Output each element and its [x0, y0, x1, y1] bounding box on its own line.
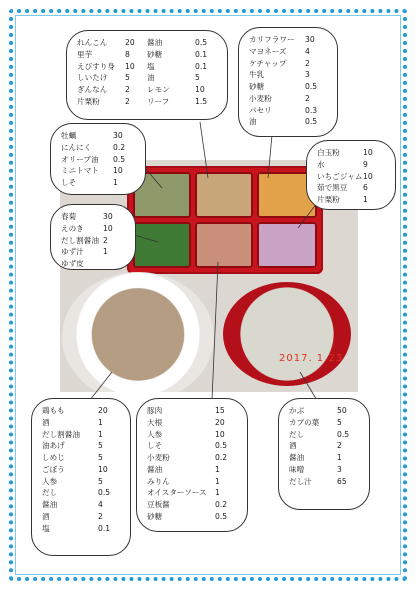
ingredient-name: にんにく [61, 142, 92, 152]
ingredient-qty: 10 [215, 429, 225, 439]
ingredient-row [61, 165, 135, 177]
ingredient-qty: 8 [125, 49, 130, 59]
ingredient-row [147, 37, 217, 49]
ingredient-qty: 1.5 [195, 96, 208, 106]
ingredient-qty: 1 [215, 476, 220, 486]
ingredient-row [61, 142, 135, 154]
ingredient-qty: 1 [215, 488, 220, 498]
ingredient-name: 茹で黒豆 [317, 183, 348, 193]
ingredient-row [147, 464, 237, 476]
ingredient-row [61, 177, 135, 189]
ingredient-row [77, 61, 147, 73]
ingredient-row [147, 84, 217, 96]
ingredient-qty: 10 [363, 171, 373, 181]
ingredient-name: 酒 [289, 441, 297, 451]
ingredient-qty: 0.2 [215, 500, 228, 510]
ingredient-name: 牡蠣 [61, 131, 77, 140]
ingredient-qty: 6 [363, 183, 368, 193]
ingredient-qty: 3 [337, 464, 342, 474]
ingredient-name: 豆板醤 [147, 500, 170, 510]
ingredient-qty: 5 [98, 453, 103, 463]
ingredient-name: ごぼう [42, 464, 65, 474]
ingredient-qty: 2 [125, 96, 130, 106]
ingredient-row [61, 154, 135, 166]
ingredient-row [147, 476, 237, 488]
ingredient-name: カリフラワー [249, 35, 295, 44]
ingredient-qty: 0.5 [195, 38, 208, 47]
ingredient-name: 油 [249, 117, 257, 127]
ingredient-name: みりん [147, 476, 170, 486]
ingredient-row [249, 69, 327, 81]
ingredient-name: だし [42, 488, 58, 498]
bubble-shungiku [50, 204, 136, 270]
ingredient-row [289, 440, 359, 452]
ingredient-name: いちごジャム [317, 171, 363, 181]
ingredient-row [249, 46, 327, 58]
ingredient-name: リーフ [147, 96, 170, 106]
ingredient-row [42, 499, 120, 511]
ingredient-name: 酒 [42, 511, 50, 521]
ingredient-qty: 0.5 [113, 154, 126, 164]
ingredient-row [317, 171, 385, 183]
ingredient-qty: 65 [337, 476, 347, 486]
ingredient-row [42, 440, 120, 452]
ingredient-row [42, 523, 120, 535]
leader-line-pork [212, 262, 218, 400]
ingredient-name: パセリ [249, 105, 272, 115]
ingredient-qty: 1 [103, 247, 108, 257]
ingredient-name: 小麦粉 [147, 453, 170, 463]
ingredient-row [61, 211, 125, 223]
ingredient-row [147, 417, 237, 429]
ingredient-name: だし割醤油 [61, 235, 99, 245]
ingredient-qty: 10 [113, 166, 123, 176]
ingredient-qty: 9 [363, 159, 368, 169]
ingredient-row [77, 72, 147, 84]
bubble-cauliflower [238, 27, 338, 137]
ingredient-name: 白玉粉 [317, 148, 340, 157]
ingredient-row [42, 429, 120, 441]
ingredient-qty: 5 [337, 417, 342, 427]
ingredient-row [147, 49, 217, 61]
ingredient-qty: 30 [103, 212, 113, 221]
ingredient-row [289, 464, 359, 476]
ingredient-name: かぶ [289, 406, 305, 415]
ingredient-row [61, 223, 125, 235]
ingredient-name: だし汁 [289, 476, 312, 486]
ingredient-qty [103, 258, 125, 270]
ingredient-row [317, 147, 385, 159]
ingredient-row [42, 476, 120, 488]
ingredient-name: マヨネーズ [249, 46, 287, 56]
ingredient-name: 砂糖 [249, 82, 265, 92]
ingredient-qty: 20 [98, 406, 108, 415]
ingredient-row [61, 258, 125, 270]
ingredient-name: 醤油 [147, 464, 163, 474]
ingredient-qty: 2 [337, 441, 342, 451]
ingredient-row [317, 159, 385, 171]
ingredient-row [317, 194, 385, 206]
ingredient-qty: 0.1 [195, 61, 208, 71]
ingredient-name: 油 [147, 73, 155, 83]
leader-line-rice [90, 372, 112, 400]
ingredient-name: しいたけ [77, 73, 108, 83]
bubble-takikomi-rice [31, 398, 131, 556]
ingredient-qty: 15 [215, 406, 225, 415]
ingredient-qty: 10 [103, 223, 113, 233]
ingredient-row [249, 58, 327, 70]
ingredient-name: ケチャップ [249, 58, 287, 68]
ingredient-row [77, 37, 147, 49]
ingredient-name: 片栗粉 [317, 195, 340, 205]
ingredient-name: 大根 [147, 417, 163, 427]
ingredient-name: 春菊 [61, 212, 77, 221]
ingredient-name: 油あげ [42, 441, 65, 451]
ingredient-row [289, 429, 359, 441]
ingredient-name: 醤油 [147, 38, 163, 47]
leader-line-top-right [268, 135, 272, 178]
ingredient-name: 砂糖 [147, 511, 163, 521]
ingredient-qty: 20 [125, 38, 135, 47]
ingredient-name: えのき [61, 223, 84, 233]
ingredient-name: 醤油 [42, 500, 58, 510]
ingredient-name: しめじ [42, 453, 65, 463]
ingredient-row [249, 116, 327, 128]
ingredient-qty: 0.5 [215, 441, 228, 451]
ingredient-qty: 2 [98, 511, 103, 521]
ingredient-name: 豚肉 [147, 406, 163, 415]
ingredient-row [147, 72, 217, 84]
ingredient-row [317, 182, 385, 194]
ingredient-row [289, 417, 359, 429]
bubble-pork-daikon [136, 398, 248, 532]
ingredient-qty: 0.5 [337, 429, 350, 439]
ingredient-qty: 2 [125, 85, 130, 95]
ingredient-row [289, 476, 359, 488]
ingredient-row [42, 452, 120, 464]
ingredient-name: しそ [61, 178, 77, 188]
ingredient-row [249, 105, 327, 117]
bubble-kabu-miso-soup [278, 398, 370, 510]
ingredient-row [147, 499, 237, 511]
bubble-dango [306, 140, 396, 210]
ingredient-qty: 4 [98, 500, 103, 510]
ingredient-row [147, 511, 237, 523]
ingredient-qty: 1 [215, 464, 220, 474]
ingredient-row [77, 96, 147, 108]
ingredient-row [61, 246, 125, 258]
ingredient-qty: 0.5 [215, 511, 228, 521]
ingredient-qty: 0.5 [305, 82, 318, 92]
ingredient-qty: 0.5 [305, 117, 318, 127]
ingredient-row [42, 417, 120, 429]
ingredient-name: オイスターソース [147, 488, 207, 498]
ingredient-name: ミニトマト [61, 166, 99, 176]
ingredient-row [289, 405, 359, 417]
ingredient-qty: 5 [98, 441, 103, 451]
ingredient-row [289, 452, 359, 464]
ingredient-qty: 30 [305, 35, 315, 44]
ingredient-qty: 0.1 [195, 49, 208, 59]
ingredient-row [147, 61, 217, 73]
ingredient-name: 醤油 [289, 453, 305, 463]
ingredient-qty: 5 [98, 476, 103, 486]
bubble-lotus-dumpling [66, 30, 228, 120]
ingredient-qty: 2 [103, 235, 108, 245]
ingredient-name: だし [289, 429, 305, 439]
ingredient-name: 砂糖 [147, 49, 163, 59]
ingredient-name: ゆず汁 [61, 247, 84, 257]
ingredient-qty: 0.3 [305, 105, 318, 115]
ingredient-qty: 30 [113, 131, 123, 140]
ingredient-qty: 4 [305, 46, 310, 56]
ingredient-row [147, 487, 237, 499]
ingredient-name: 里芋 [77, 49, 93, 59]
ingredient-row [61, 235, 125, 247]
ingredient-name: カブの葉 [289, 417, 320, 427]
ingredient-qty: 0.5 [98, 488, 111, 498]
ingredient-row [249, 34, 327, 46]
ingredient-qty: 10 [195, 85, 205, 95]
leader-line-top-center [200, 122, 208, 178]
ingredient-qty: 2 [305, 93, 310, 103]
ingredient-row [147, 96, 217, 108]
ingredient-name: れんこん [77, 38, 108, 47]
ingredient-name: オリーブ油 [61, 154, 99, 164]
ingredient-qty: 10 [363, 148, 373, 157]
ingredient-row [77, 84, 147, 96]
ingredient-name: 水 [317, 159, 325, 169]
ingredient-qty: 1 [363, 195, 368, 205]
ingredient-qty: 5 [125, 73, 130, 83]
ingredient-row [42, 405, 120, 417]
ingredient-name: 人参 [147, 429, 163, 439]
ingredient-name: 味噌 [289, 464, 305, 474]
ingredient-name: しそ [147, 441, 163, 451]
ingredient-row [42, 464, 120, 476]
ingredient-name: 人参 [42, 476, 58, 486]
ingredient-name: 小麦粉 [249, 93, 272, 103]
ingredient-row [147, 405, 237, 417]
ingredient-qty: 1 [98, 429, 103, 439]
ingredient-name: 牛乳 [249, 70, 265, 80]
ingredient-name: レモン [147, 85, 170, 95]
ingredient-qty: 0.2 [113, 142, 126, 152]
ingredient-qty: 0.2 [215, 453, 228, 463]
ingredient-qty: 1 [113, 178, 118, 188]
ingredient-qty: 0.1 [98, 523, 111, 533]
ingredient-row [61, 130, 135, 142]
ingredient-row [42, 487, 120, 499]
ingredient-row [147, 440, 237, 452]
ingredient-qty: 10 [125, 61, 135, 71]
ingredient-qty: 5 [195, 73, 200, 83]
ingredient-row [249, 81, 327, 93]
ingredient-qty: 3 [305, 70, 310, 80]
ingredient-row [249, 93, 327, 105]
ingredient-name: ゆず皮 [61, 259, 84, 269]
ingredient-name: ぎんなん [77, 85, 108, 95]
ingredient-qty: 1 [337, 453, 342, 463]
ingredient-name: 酒 [42, 417, 50, 427]
ingredient-name: 鶏もも [42, 406, 65, 415]
ingredient-name: えびすり身 [77, 61, 115, 71]
ingredient-row [77, 49, 147, 61]
ingredient-qty: 50 [337, 406, 347, 415]
ingredient-qty: 10 [98, 464, 108, 474]
ingredient-qty: 1 [98, 417, 103, 427]
photo-date-stamp: 2017. 1.23 [279, 353, 344, 364]
ingredient-name: 塩 [42, 523, 50, 533]
ingredient-qty: 2 [305, 58, 310, 68]
ingredient-name: 塩 [147, 61, 155, 71]
ingredient-qty: 20 [215, 417, 225, 427]
ingredient-row [147, 452, 237, 464]
bubble-oyster [50, 123, 146, 195]
ingredient-row [42, 511, 120, 523]
ingredient-name: 片栗粉 [77, 96, 100, 106]
ingredient-name: だし割醤油 [42, 429, 80, 439]
ingredient-row [147, 429, 237, 441]
